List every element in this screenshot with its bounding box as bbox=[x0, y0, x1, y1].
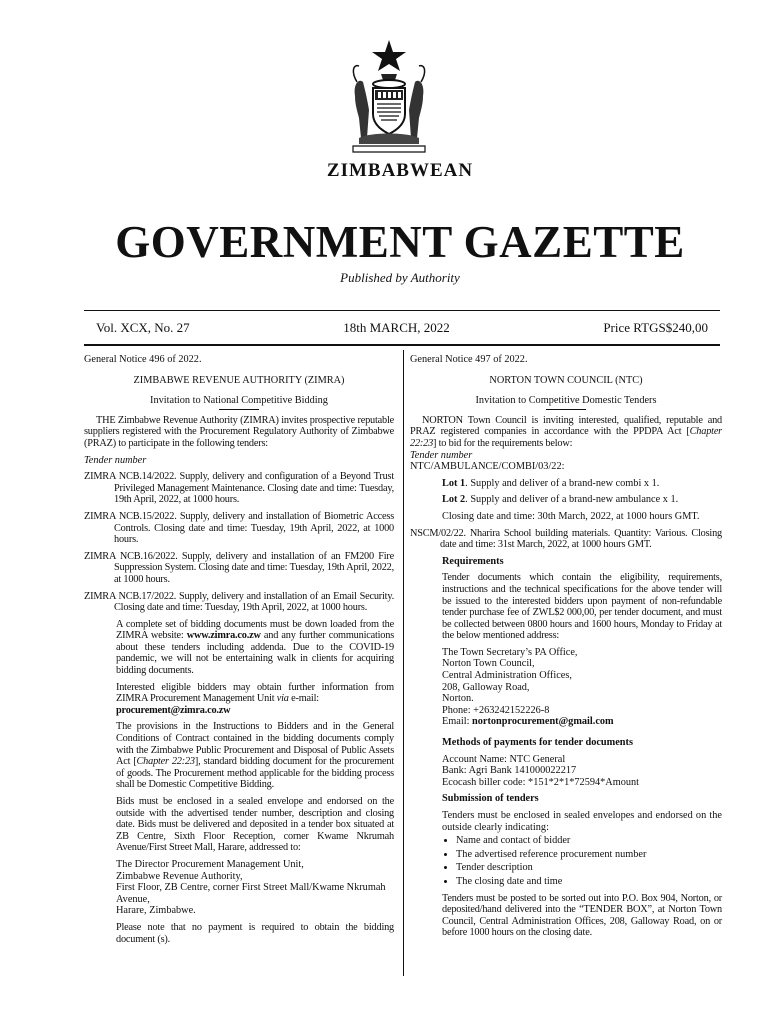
lot-2-text: . Supply and deliver of a brand-new ambulance x 1. bbox=[465, 494, 679, 506]
tender-item: ZIMRA NCB.14/2022. Supply, delivery and configuration of a Beyond Trust Privileged Management Maintenance. Closing date and time: Tuesday, 19th April, 2022, at 1000 hours. bbox=[84, 471, 394, 506]
address-line: The Town Secretary’s PA Office, bbox=[442, 646, 578, 658]
intro-paragraph: THE Zimbabwe Revenue Authority (ZIMRA) invites prospective reputable suppliers registered with the Procurement Regulatory Authority of Zimbabwe (PRAZ) to participate in the following tenders: bbox=[84, 414, 394, 449]
nscm-tender: NSCM/02/22. Nharira School building materials. Quantity: Various. Closing date and time: 31st March, 2022, at 1000 hours GMT. bbox=[410, 527, 722, 551]
intro-text-cont: ] to bid for the requirements below: bbox=[433, 437, 573, 449]
provisions-paragraph bbox=[84, 721, 394, 791]
requirements-heading: Requirements bbox=[442, 555, 504, 567]
address-line: Norton. bbox=[442, 693, 474, 705]
address-line: Harare, Zimbabwe. bbox=[116, 905, 196, 917]
heading-rule bbox=[546, 409, 586, 410]
submission-paragraph: Tenders must be enclosed in sealed envelopes and endorsed on the outside clearly indicating: bbox=[442, 810, 722, 833]
notice-496 bbox=[84, 354, 394, 945]
masthead-title: GOVERNMENT GAZETTE bbox=[115, 217, 685, 267]
payment-heading: Methods of payments for tender documents bbox=[442, 737, 633, 749]
list-item: • The closing date and time bbox=[456, 876, 722, 888]
submission-heading: Submission of tenders bbox=[442, 793, 539, 805]
tender-number-label: Tender number bbox=[84, 454, 147, 466]
authority-name: NORTON TOWN COUNCIL (NTC) bbox=[489, 374, 643, 386]
invitation-heading: Invitation to National Competitive Bidding bbox=[150, 395, 328, 407]
notice-497 bbox=[410, 354, 722, 939]
list-item: • Name and contact of bidder bbox=[456, 835, 722, 847]
bids-paragraph: Bids must be enclosed in a sealed envelope and endorsed on the outside with the advertised tender number, description and closing date. Bids must be delivered and deposited in a tender box situated at ZB Centre, Sixth Floor Reception, corner Kwame Nkrumah Avenue/First Street Mall, Harare, addressed to: bbox=[116, 796, 394, 854]
heading-rule bbox=[219, 409, 259, 410]
delivery-address bbox=[84, 859, 394, 917]
closing-date: Closing date and time: 30th March, 2022, at 1000 hours GMT. bbox=[442, 510, 700, 522]
list-item: • Tender description bbox=[456, 862, 722, 874]
posting-paragraph: Tenders must be posted to be sorted out into P.O. Box 904, Norton, or deposited/hand delivered into the “TENDER BOX”, at Norton Town Council, Central Administration Offices, 208, Galloway Road, on or before 1000 hours on the closing date. bbox=[442, 892, 722, 939]
invitation-heading: Invitation to Competitive Domestic Tenders bbox=[475, 395, 657, 407]
bottom-rule bbox=[84, 344, 720, 346]
volume-number: Vol. XCX, No. 27 bbox=[96, 320, 190, 335]
payment-details bbox=[410, 754, 722, 789]
documents-text-cont: and any further communications about these tenders including addenda. Due to the COVID-19 pandemic, we will not be entertaining walk in clients for acquiring bidding documents. bbox=[116, 630, 394, 677]
provisions-text-cont: ], standard bidding document for the procurement of goods. The Procurement method applicable for the bidding process shall be Domestic Competitive Bidding. bbox=[116, 756, 395, 791]
notice-number: General Notice 496 of 2022. bbox=[84, 354, 202, 365]
lot-2 bbox=[410, 494, 722, 506]
address-line: 208, Galloway Road, bbox=[442, 681, 530, 693]
address-line: Zimbabwe Revenue Authority, bbox=[116, 870, 243, 882]
coat-of-arms-icon bbox=[345, 38, 433, 156]
email-label: Email: bbox=[442, 716, 473, 728]
intro-chapter: Chapter 22:23 bbox=[410, 426, 722, 449]
column-divider bbox=[403, 350, 404, 976]
payment-line: Ecocash biller code: *151*2*1*72594*Amount bbox=[442, 776, 640, 788]
intro-text: NORTON Town Council is inviting interested, qualified, reputable and PRAZ registered companies in accordance with the PPDPA Act [ bbox=[410, 414, 722, 438]
submission-list bbox=[410, 835, 722, 887]
list-item: • The advertised reference procurement number bbox=[456, 849, 722, 861]
provisions-chapter: Chapter 22:23 bbox=[136, 756, 195, 768]
address-line: First Floor, ZB Centre, corner First Street Mall/Kwame Nkrumah Avenue, bbox=[116, 882, 386, 905]
info-paragraph bbox=[84, 682, 394, 717]
info-via: via bbox=[276, 693, 289, 705]
payment-note: Please note that no payment is required to obtain the bidding document (s). bbox=[116, 921, 394, 945]
masthead-subtitle: ZIMBABWEAN bbox=[326, 160, 474, 181]
published-line: Published by Authority bbox=[340, 270, 460, 285]
documents-paragraph bbox=[84, 619, 394, 677]
info-text: Interested eligible bidders may obtain further information from ZIMRA Procurement Management Unit bbox=[116, 681, 394, 705]
tender-item: ZIMRA NCB.16/2022. Supply, delivery and installation of an FM200 Fire Suppression System. Closing date and time: Tuesday, 19th April, 2022, at 1000 hours. bbox=[84, 550, 394, 585]
tender-number-label: Tender number bbox=[410, 449, 473, 461]
lot-2-label: Lot 2 bbox=[442, 494, 466, 506]
address-line: Phone: +263242152226-8 bbox=[442, 704, 550, 716]
payment-line: Bank: Agri Bank 141000022217 bbox=[442, 765, 577, 777]
top-rule bbox=[84, 310, 720, 311]
tender-code: NTC/AMBULANCE/COMBI/03/22: bbox=[410, 461, 565, 473]
council-address bbox=[410, 647, 722, 728]
address-line: Central Administration Offices, bbox=[442, 670, 572, 682]
requirements-paragraph: Tender documents which contain the eligibility, requirements, instructions and the technical specifications for the above tender will be issued to the interested bidders upon payment of non-refundable tender purchase fee of ZWL$2 000,00, per tender document, and must be collected between 0800 hours and 1600 hours, Monday to Friday at the below mentioned address: bbox=[442, 572, 722, 642]
lot-1-text: . Supply and deliver of a brand-new combi x 1. bbox=[465, 477, 660, 489]
issue-line bbox=[96, 320, 708, 336]
issue-price: Price RTGS$240,00 bbox=[603, 320, 708, 335]
tender-item: ZIMRA NCB.17/2022. Supply, delivery and installation of an Email Security. Closing date and time: Tuesday, 19th April, 2022, at 1000 hours. bbox=[84, 590, 394, 614]
intro-paragraph bbox=[410, 415, 722, 450]
address-line: Norton Town Council, bbox=[442, 658, 535, 670]
norton-email-link[interactable]: nortonprocurement@gmail.com bbox=[472, 716, 614, 728]
tender-item: ZIMRA NCB.15/2022. Supply, delivery and installation of Biometric Access Controls. Closing date and time: Tuesday, 19th April, 2022, at 1000 hours. bbox=[84, 510, 394, 546]
documents-text: A complete set of bidding documents must be down loaded from the ZIMRA website: bbox=[116, 618, 394, 642]
lot-1-label: Lot 1 bbox=[442, 477, 466, 489]
info-text-cont: e-mail: bbox=[288, 693, 319, 705]
lot-1 bbox=[410, 478, 722, 490]
provisions-text: The provisions in the Instructions to Bidders and in the General Conditions of Contract contained in the bidding documents comply with the Zimbabwe Public Procurement and Disposal of Public Assets Act [ bbox=[116, 721, 394, 768]
notice-number: General Notice 497 of 2022. bbox=[410, 354, 528, 365]
zimra-website-link[interactable]: www.zimra.co.zw bbox=[186, 630, 261, 642]
zimra-email-link[interactable]: procurement@zimra.co.zw bbox=[116, 704, 231, 716]
authority-name: ZIMBABWE REVENUE AUTHORITY (ZIMRA) bbox=[133, 374, 345, 386]
address-line: The Director Procurement Management Unit, bbox=[116, 858, 304, 870]
issue-date: 18th MARCH, 2022 bbox=[343, 320, 450, 335]
email-line bbox=[442, 716, 722, 728]
payment-line: Account Name: NTC General bbox=[442, 753, 566, 765]
